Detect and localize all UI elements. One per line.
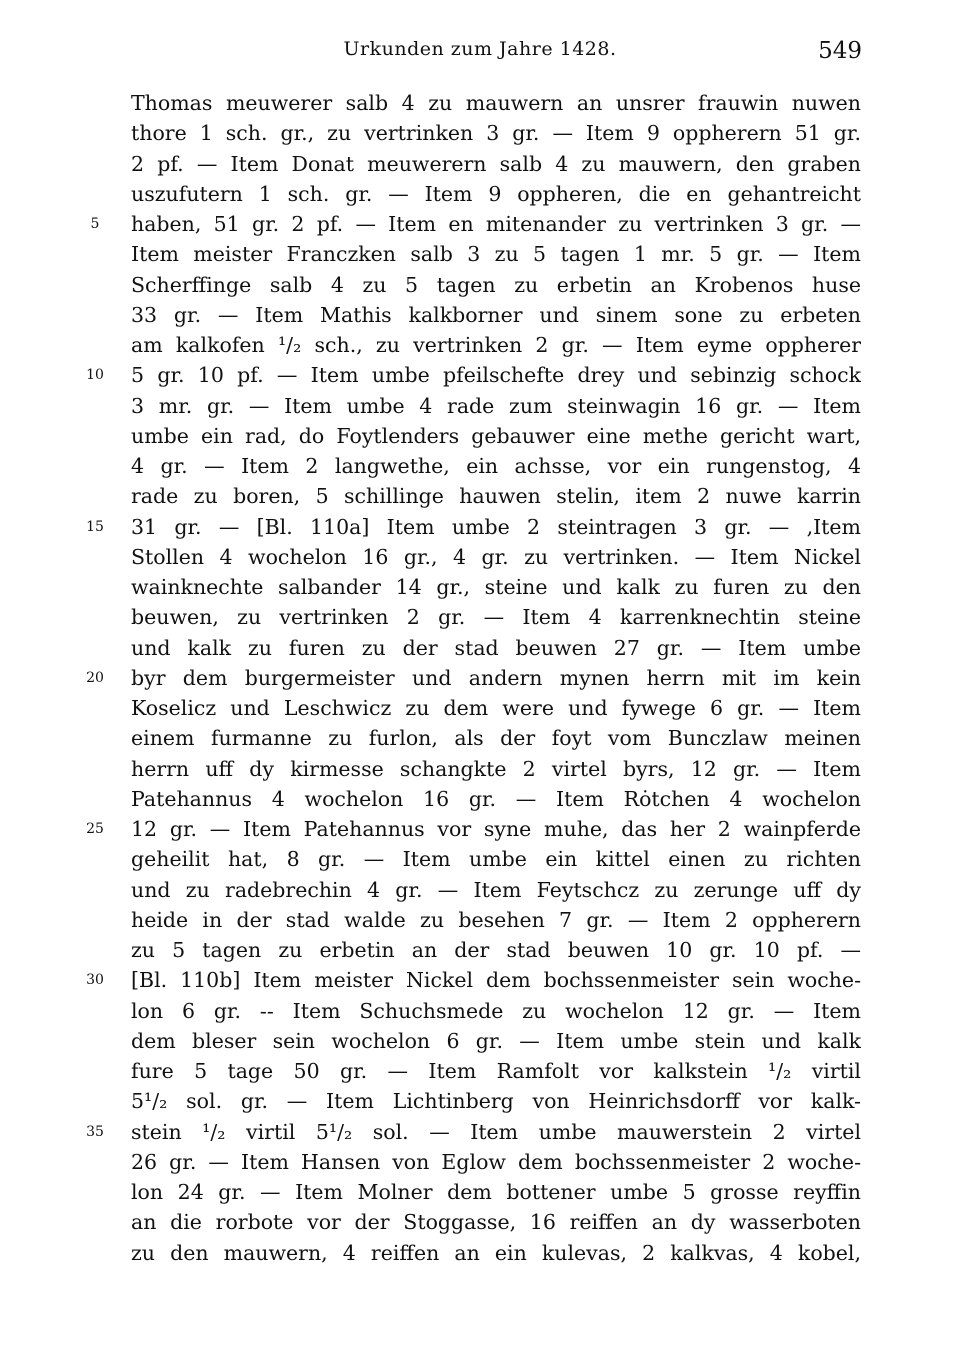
text-line [0,421,960,451]
text-line [0,1056,960,1086]
text-line [0,300,960,330]
line-text: an die rorbote vor der Stoggasse, 16 reiffen an dy wasserboten [131,1210,861,1235]
text-line [0,1147,960,1177]
line-text: [Bl. 110b] Item meister Nickel dem bochssenmeister sein woche- [131,968,861,993]
text-line [0,360,960,390]
text-line [0,875,960,905]
line-text: 12 gr. — Item Patehannus vor syne muhe, das her 2 wainpferde [131,817,861,841]
line-text: haben, 51 gr. 2 pf. — Item en mitenander zu vertrinken 3 gr. — [131,212,861,236]
line-text: thore 1 sch. gr., zu vertrinken 3 gr. — Item 9 oppherern 51 gr. [131,121,861,146]
line-text: stein ¹/₂ virtil 5¹/₂ sol. — Item umbe mauwerstein 2 virtel [131,1119,861,1144]
running-title: Urkunden zum Jahre 1428. [343,38,617,60]
text-line [0,1086,960,1116]
page-header [0,38,960,78]
line-text: byr dem burgermeister und andern mynen herrn mit im kein [131,665,861,690]
line-text: lon 24 gr. — Item Molner dem bottener umbe 5 grosse reyffin [131,1180,861,1204]
line-text: rade zu boren, 5 schillinge hauwen stelin, item 2 nuwe karrin [131,484,861,509]
line-text: einem furmanne zu furlon, als der foyt vom Bunczlaw meinen [131,726,861,751]
text-line [0,512,960,542]
text-line [0,209,960,239]
line-text: herrn uff dy kirmesse schangkte 2 virtel byrs, 12 gr. — Item [131,756,861,781]
text-line [0,118,960,148]
line-text: 4 gr. — Item 2 langwethe, ein achsse, vor ein rungenstog, 4 [131,454,861,478]
text-line [0,1026,960,1056]
line-number: 35 [86,1123,104,1140]
line-text: Scherffinge salb 4 zu 5 tagen zu erbetin an Krobenos huse [131,272,861,297]
line-text: zu den mauwern, 4 reiffen an ein kulevas, 2 kalkvas, 4 kobel, [131,1240,861,1265]
text-line [0,179,960,209]
text-line [0,572,960,602]
text-line [0,784,960,814]
text-line [0,965,960,995]
line-text: und kalk zu furen zu der stad beuwen 27 gr. — Item umbe [131,635,861,660]
line-number: 25 [86,821,104,837]
line-number: 20 [86,669,104,686]
line-text: Patehannus 4 wochelon 16 gr. — Item Rȯtchen 4 wochelon [131,786,861,811]
line-text: und zu radebrechin 4 gr. — Item Feytschcz zu zerunge uff dy [131,877,861,902]
line-text: 2 pf. — Item Donat meuwerern salb 4 zu mauwern, den graben [131,151,861,176]
line-text: 3 mr. gr. — Item umbe 4 rade zum steinwagin 16 gr. — Item [131,393,861,418]
line-number: 5 [90,216,100,232]
line-text: fure 5 tage 50 gr. — Item Ramfolt vor kalkstein ¹/₂ virtil [131,1059,861,1083]
text-line [0,149,960,179]
text-line [0,935,960,965]
line-number: 10 [86,367,104,384]
line-number: 30 [86,972,104,989]
text-line [0,996,960,1026]
text-line [0,1207,960,1237]
text-line [0,330,960,360]
text-body [0,88,960,1268]
text-line [0,542,960,572]
line-text: am kalkofen ¹/₂ sch., zu vertrinken 2 gr. — Item eyme oppherer [131,333,861,357]
line-text: dem bleser sein wochelon 6 gr. — Item umbe stein und kalk [131,1028,861,1053]
text-line [0,723,960,753]
text-line [0,633,960,663]
line-text: lon 6 gr. -- Item Schuchsmede zu wochelon 12 gr. — Item [131,998,861,1023]
line-text: heide in der stad walde zu besehen 7 gr. — Item 2 oppherern [131,907,861,932]
line-text: 31 gr. — [Bl. 110a] Item umbe 2 steintragen 3 gr. — ,Item [131,514,861,539]
line-text: uszufutern 1 sch. gr. — Item 9 oppheren, die en gehantreicht [131,181,861,206]
text-line [0,1238,960,1268]
text-line [0,663,960,693]
text-line [0,481,960,511]
line-text: 5¹/₂ sol. gr. — Item Lichtinberg von Heinrichsdorff vor kalk- [131,1089,861,1114]
text-line [0,270,960,300]
line-text: 5 gr. 10 pf. — Item umbe pfeilschefte drey und sebinzig schock [131,363,861,388]
line-text: beuwen, zu vertrinken 2 gr. — Item 4 karrenknechtin steine [131,605,861,630]
text-line [0,391,960,421]
text-line [0,1117,960,1147]
text-line [0,451,960,481]
line-text: 33 gr. — Item Mathis kalkborner und sinem sone zu erbeten [131,302,861,327]
page-number: 549 [818,38,862,64]
text-line [0,814,960,844]
line-text: umbe ein rad, do Foytlenders gebauwer eine methe gericht wart, [131,423,861,448]
line-number: 15 [86,518,104,535]
line-text: 26 gr. — Item Hansen von Eglow dem bochssenmeister 2 woche- [131,1149,861,1174]
line-text: zu 5 tagen zu erbetin an der stad beuwen 10 gr. 10 pf. — [131,938,861,962]
text-line [0,754,960,784]
text-line [0,239,960,269]
text-line [0,1177,960,1207]
text-line [0,88,960,118]
line-text: Stollen 4 wochelon 16 gr., 4 gr. zu vertrinken. — Item Nickel [131,544,861,569]
line-text: Thomas meuwerer salb 4 zu mauwern an unsrer frauwin nuwen [131,91,861,115]
text-line [0,905,960,935]
text-line [0,844,960,874]
line-text: Koselicz und Leschwicz zu dem were und fywege 6 gr. — Item [131,696,861,720]
line-text: wainknechte salbander 14 gr., steine und kalk zu furen zu den [131,575,861,599]
text-line [0,602,960,632]
line-text: Item meister Franczken salb 3 zu 5 tagen 1 mr. 5 gr. — Item [131,242,861,267]
text-line [0,693,960,723]
line-text: geheilit hat, 8 gr. — Item umbe ein kittel einen zu richten [131,847,861,872]
